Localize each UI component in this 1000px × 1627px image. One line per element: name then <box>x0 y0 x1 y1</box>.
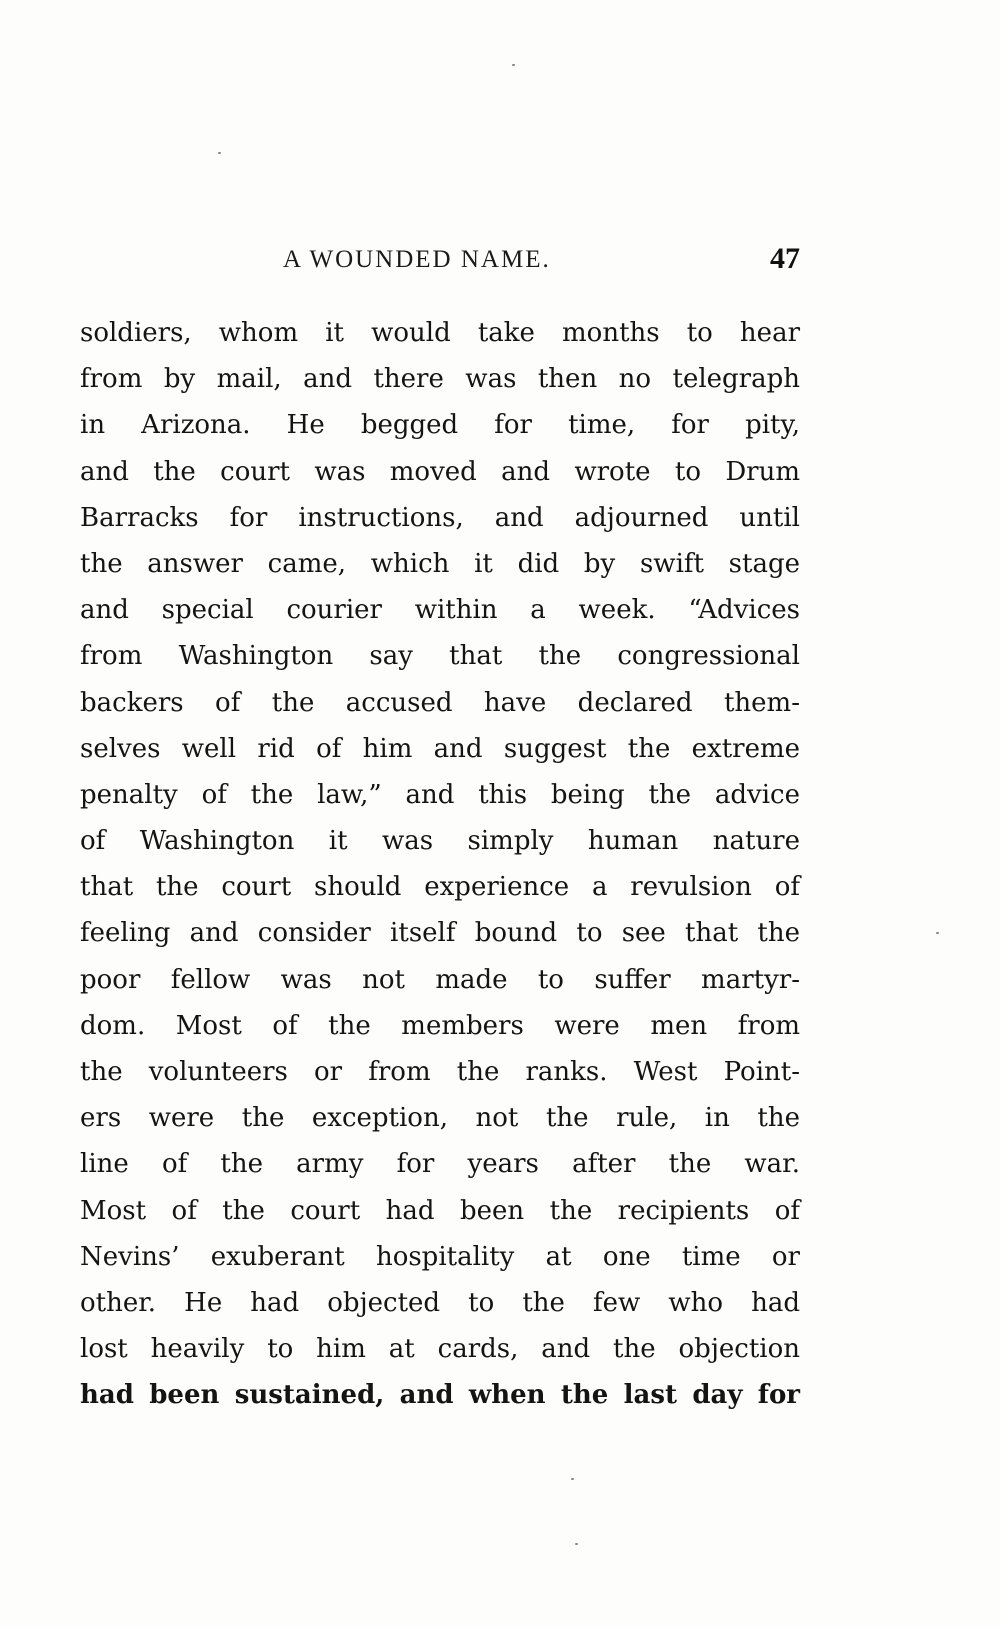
print-speck <box>571 1478 574 1480</box>
text-line: and special courier within a week. “Advices <box>80 595 800 626</box>
text-line: other. He had objected to the few who had <box>80 1287 800 1318</box>
text-line: selves well rid of him and suggest the extreme <box>80 733 800 764</box>
text-line: the answer came, which it did by swift stage <box>80 548 800 579</box>
page-number: 47 <box>770 242 800 275</box>
text-line: dom. Most of the members were men from <box>80 1010 800 1041</box>
text-line: line of the army for years after the war. <box>80 1149 800 1180</box>
text-line: poor fellow was not made to suffer martyr- <box>80 964 800 995</box>
text-line: of Washington it was simply human nature <box>80 826 800 857</box>
text-line: had been sustained, and when the last day for <box>80 1380 800 1411</box>
page-header <box>80 242 800 286</box>
text-line: in Arizona. He begged for time, for pity, <box>80 410 800 441</box>
text-line: Barracks for instructions, and adjourned until <box>80 502 800 533</box>
text-line: from Washington say that the congressional <box>80 641 800 672</box>
text-line: ers were the exception, not the rule, in the <box>80 1103 800 1134</box>
text-line: that the court should experience a revulsion of <box>80 872 800 903</box>
text-line: lost heavily to him at cards, and the objection <box>80 1334 800 1365</box>
print-speck <box>218 152 221 154</box>
text-line: backers of the accused have declared them- <box>80 687 800 718</box>
body-text <box>80 310 800 1419</box>
text-line: the volunteers or from the ranks. West Point- <box>80 1057 800 1087</box>
running-title: A WOUNDED NAME. <box>283 246 551 273</box>
text-line: Most of the court had been the recipients of <box>80 1195 800 1226</box>
print-speck <box>936 932 939 934</box>
text-line: feeling and consider itself bound to see that the <box>80 918 800 949</box>
text-line: Nevins’ exuberant hospitality at one time or <box>80 1241 800 1272</box>
text-line: penalty of the law,” and this being the advice <box>80 779 800 810</box>
print-speck <box>575 1543 578 1545</box>
text-line: soldiers, whom it would take months to hear <box>80 318 800 348</box>
text-line: and the court was moved and wrote to Drum <box>80 456 800 487</box>
text-line: from by mail, and there was then no telegraph <box>80 364 800 395</box>
print-speck <box>512 64 515 66</box>
